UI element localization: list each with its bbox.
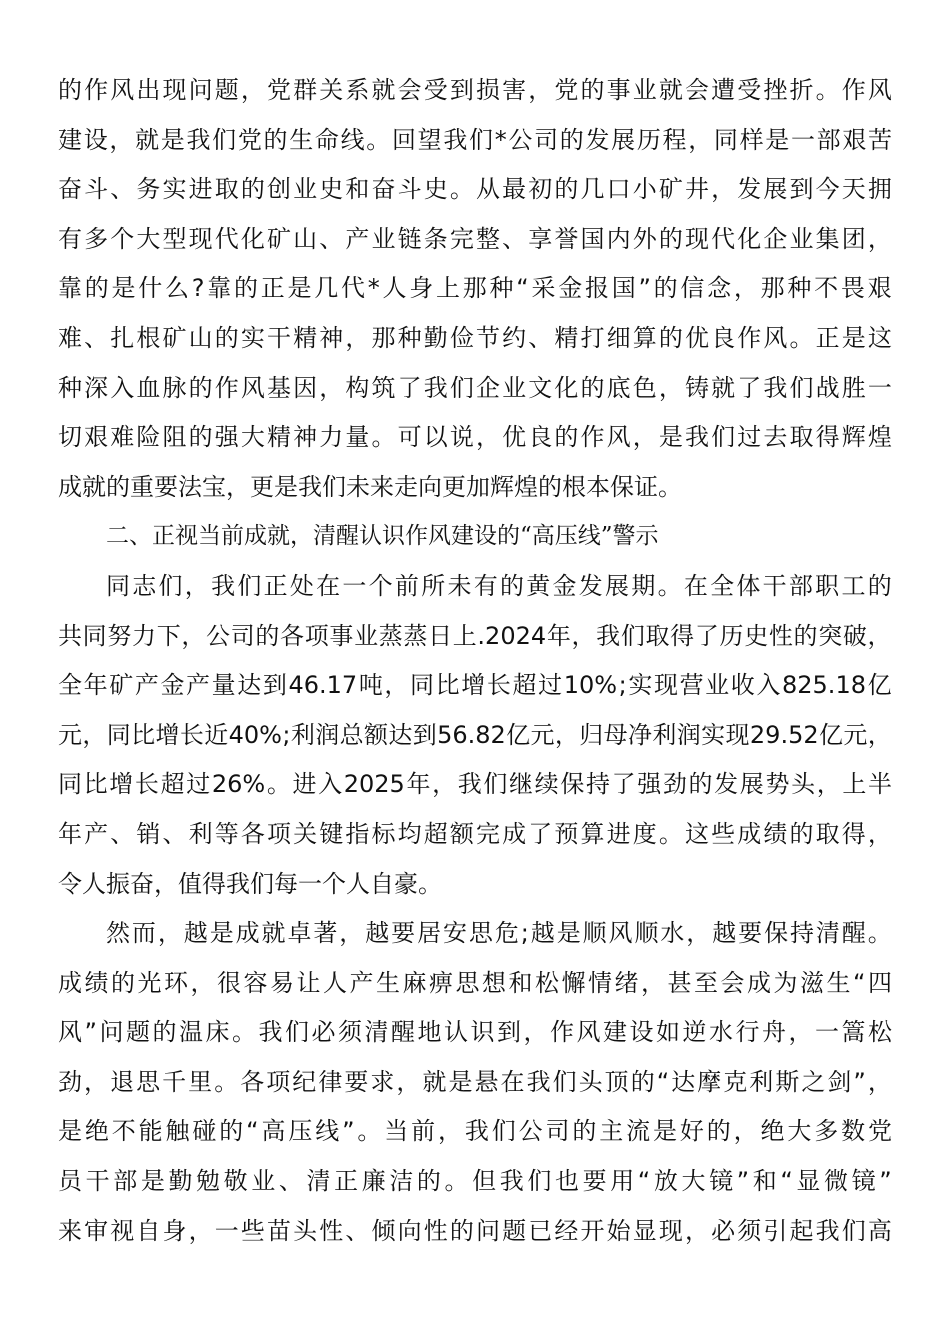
text-line: 成 绩 的 光 环 ， 很 容 易 让 人 产 生 麻 痹 思 想 和 松 懈 情 绪 ， 甚 至 会 成 为 滋 生 “ 四 [58,968,892,997]
text-line: 令 人 振 奋 ， 值 得 我 们 每 一 个 人 自 豪 。 [58,869,442,898]
text-line: 同 比 增 长 超 过 26% 。 进 入 2025 年 ， 我 们 继 续 保 持 了 强 劲 的 发 展 势 头 ， 上 半 [58,770,892,799]
text-line: 共 同 努 力 下 ， 公 司 的 各 项 事 业 蒸 蒸 日 上 .2024 年 ， 我 们 取 得 了 历 史 性 的 突 破 ， [58,621,892,650]
text-line: 然 而 ， 越 是 成 就 卓 著 ， 越 要 居 安 思 危 ; 越 是 顺 风 顺 水 ， 越 要 保 持 清 醒 。 [106,919,892,948]
text-line: 的 作 风 出 现 问 题 ， 党 群 关 系 就 会 受 到 损 害 ， 党 的 事 业 就 会 遭 受 挫 折 。 作 风 [58,76,892,104]
text-line: 员 干 部 是 勤 勉 敬 业 、 清 正 廉 洁 的 。 但 我 们 也 要 用 “ 放 大 镜 ” 和 “ 显 微 镜 ” [58,1167,892,1196]
text-line: 同 志 们 ， 我 们 正 处 在 一 个 前 所 未 有 的 黄 金 发 展 期 。 在 全 体 干 部 职 工 的 [106,571,892,600]
text-line: 种 深 入 血 脉 的 作 风 基 因 ， 构 筑 了 我 们 企 业 文 化 的 底 色 ， 铸 就 了 我 们 战 胜 一 [58,373,892,402]
text-line: 来 审 视 自 身 ， 一 些 苗 头 性 、 倾 向 性 的 问 题 已 经 开 始 显 现 ， 必 须 引 起 我 们 高 [58,1216,892,1245]
text-line: 全 年 矿 产 金 产 量 达 到 46.17 吨 ， 同 比 增 长 超 过 10% ; 实 现 营 业 收 入 825.18 亿 [58,671,892,700]
text-line: 有 多 个 大 型 现 代 化 矿 山 、 产 业 链 条 完 整 、 享 誉 国 内 外 的 现 代 化 企 业 集 团 ， [58,224,892,253]
text-line: 切 艰 难 险 阻 的 强 大 精 神 力 量 。 可 以 说 ， 优 良 的 作 风 ， 是 我 们 过 去 取 得 辉 煌 [58,423,892,452]
text-line: 成 就 的 重 要 法 宝 ， 更 是 我 们 未 来 走 向 更 加 辉 煌 的 根 本 保 证 。 [58,472,682,501]
text-line: 难 、 扎 根 矿 山 的 实 干 精 神 ， 那 种 勤 俭 节 约 、 精 打 细 算 的 优 良 作 风 。 正 是 这 [58,323,892,352]
document-page [58,66,892,1256]
text-line: 元 ， 同 比 增 长 近 40% ; 利 润 总 额 达 到 56.82 亿 元 ， 归 母 净 利 润 实 现 29.52 亿 元 ， [58,720,892,749]
text-line: 靠 的 是 什 么 ? 靠 的 正 是 几 代 * 人 身 上 那 种 “ 采 金 报 国 ” 的 信 念 ， 那 种 不 畏 艰 [58,274,892,303]
text-line: 建 设 ， 就 是 我 们 党 的 生 命 线 。 回 望 我 们 * 公 司 的 发 展 历 程 ， 同 样 是 一 部 艰 苦 [58,125,892,154]
text-line: 奋 斗 、 务 实 进 取 的 创 业 史 和 奋 斗 史 。 从 最 初 的 几 口 小 矿 井 ， 发 展 到 今 天 拥 [58,175,892,204]
text-line: 年 产 、 销 、 利 等 各 项 关 键 指 标 均 超 额 完 成 了 预 算 进 度 。 这 些 成 绩 的 取 得 ， [58,819,892,848]
text-line: 劲 ， 退 思 千 里 。 各 项 纪 律 要 求 ， 就 是 悬 在 我 们 头 顶 的 “ 达 摩 克 利 斯 之 剑 ” ， [58,1067,892,1096]
section-heading: 二、正视当前成就，清醒认识作风建设的“高压线”警示 [106,523,659,550]
text-line: 是 绝 不 能 触 碰 的 “ 高 压 线 ” 。 当 前 ， 我 们 公 司 的 主 流 是 好 的 ， 绝 大 多 数 党 [58,1117,892,1146]
text-line: 风 ” 问 题 的 温 床 。 我 们 必 须 清 醒 地 认 识 到 ， 作 风 建 设 如 逆 水 行 舟 ， 一 篙 松 [58,1018,892,1047]
